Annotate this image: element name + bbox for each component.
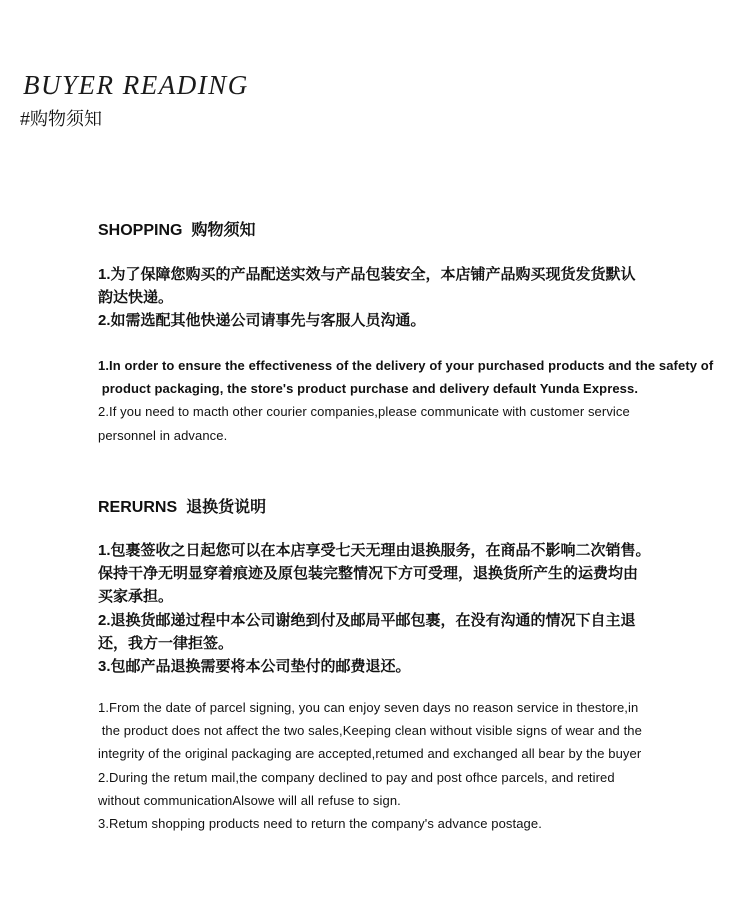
text-line: 买家承担。	[98, 588, 174, 606]
shopping-policy-chinese	[98, 263, 636, 333]
shopping-policy-english	[98, 354, 713, 447]
text-line: integrity of the original packaging are accepted,retumed and exchanged all bear by the buyer	[98, 746, 642, 762]
text-line: 2.If you need to macth other courier companies,please communicate with customer service	[98, 404, 630, 420]
returns-heading-cn: 退换货说明	[186, 499, 267, 516]
returns-policy-english	[98, 696, 642, 835]
shopping-policy-english-item1	[98, 354, 713, 400]
shopping-section-heading	[98, 222, 255, 240]
text-line: 2.如需选配其他快递公司请事先与客服人员沟通。	[98, 312, 426, 330]
shopping-heading-en: SHOPPING	[98, 222, 183, 239]
text-line: 1.From the date of parcel signing, you can enjoy seven days no reason service in thestore,in	[98, 700, 639, 715]
header	[20, 72, 249, 128]
shopping-policy-english-item2	[98, 400, 713, 446]
text-line: 还，我方一律拒签。	[98, 634, 234, 652]
returns-section-heading	[98, 499, 266, 517]
text-line: the product does not affect the two sales,Keeping clean without visible signs of wear and the	[98, 723, 642, 739]
text-line: without communicationAlsowe will all refuse to sign.	[98, 792, 401, 808]
text-line: 保持干净无明显穿着痕迹及原包装完整情况下方可受理，退换货所产生的运费均由	[98, 565, 639, 583]
page-subtitle: #购物须知	[20, 109, 103, 129]
returns-heading-en: RERURNS	[98, 499, 178, 516]
shopping-heading-cn: 购物须知	[191, 222, 256, 239]
text-line: 1.为了保障您购买的产品配送实效与产品包装安全，本店铺产品购买现货发货默认	[98, 266, 636, 283]
text-line: product packaging, the store's product purchase and delivery default Yunda Express.	[98, 381, 639, 397]
text-line: 3.包邮产品退换需要将本公司垫付的邮费退还。	[98, 658, 411, 676]
text-line: 2.During the retum mail,the company declined to pay and post ofhce parcels, and retired	[98, 769, 615, 785]
text-line: personnel in advance.	[98, 427, 228, 443]
text-line: 3.Retum shopping products need to return the company's advance postage.	[98, 816, 542, 832]
text-line: 1.包裹签收之日起您可以在本店享受七天无理由退换服务，在商品不影响二次销售。	[98, 542, 651, 559]
text-line: 2.退换货邮递过程中本公司谢绝到付及邮局平邮包裹，在没有沟通的情况下自主退	[98, 611, 636, 629]
text-line: 1.In order to ensure the effectiveness of the delivery of your purchased products and the safety of	[98, 358, 714, 373]
text-line: 韵达快递。	[98, 289, 174, 307]
page-title: BUYER READING	[23, 70, 249, 100]
returns-policy-chinese	[98, 539, 651, 678]
